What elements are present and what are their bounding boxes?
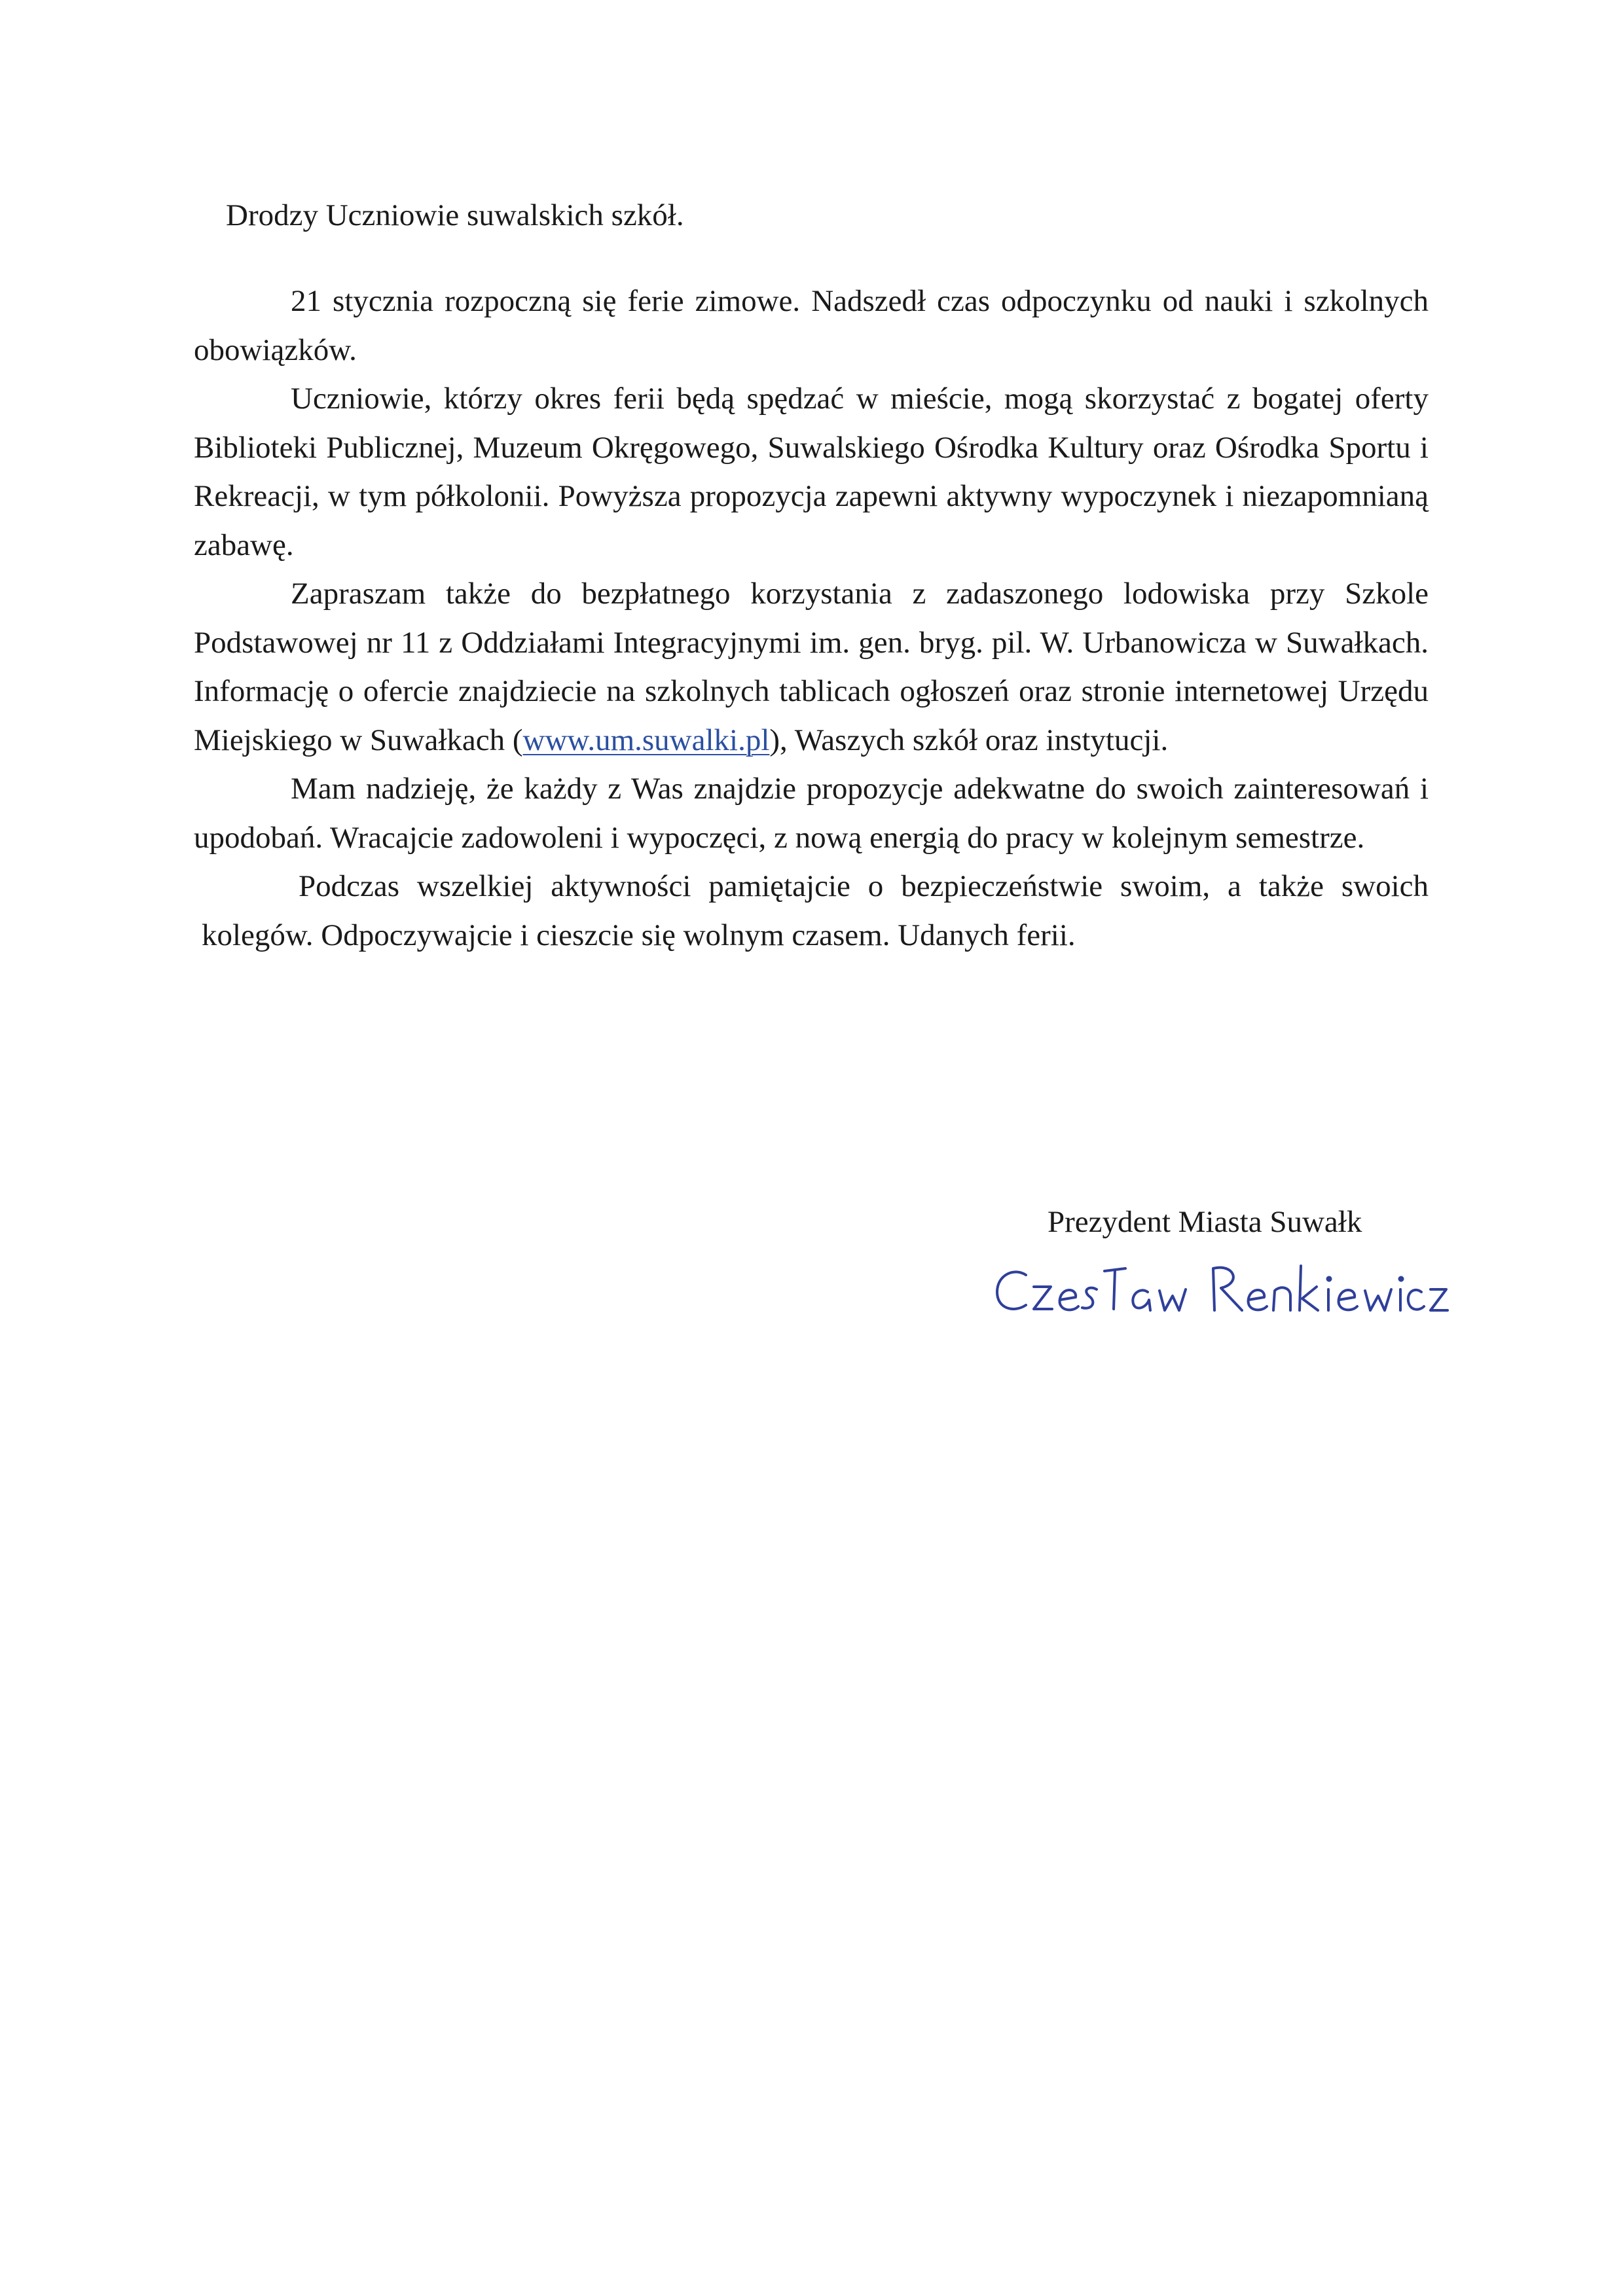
paragraph-city-offer: Uczniowie, którzy okres ferii będą spędzać w mieście, mogą skorzystać z bogatej oferty Biblioteki Publicznej, Muzeum Okręgowego, Suwalskiego Ośrodka Kultury oraz Ośrodka Sportu i Rekreacji, w tym półkolonii. Powyższa propozycja zapewni aktywny wypoczynek i niezapomnianą zabawę. (194, 382, 1429, 562)
letter-body (194, 277, 1429, 960)
handwritten-signature (985, 1249, 1457, 1334)
letter-greeting: Drodzy Uczniowie suwalskich szkół. (226, 198, 684, 232)
signature-title: Prezydent Miasta Suwałk (1048, 1205, 1362, 1239)
paragraph-safety: Podczas wszelkiej aktywności pamiętajcie o bezpieczeństwie swoim, a także swoich kolegów. Odpoczywajcie i cieszcie się wolnym czasem. Udanych ferii. (202, 869, 1429, 952)
paragraph-ice-rink (194, 569, 1429, 764)
paragraph-ice-rink-text: Zapraszam także do bezpłatnego korzystania z zadaszonego lodowiska przy Szkole Podstawowej nr 11 z Oddziałami Integracyjnymi im. gen. bryg. pil. W. Urbanowicza w Suwałkach. Informację o ofercie znajdziecie na szkolnych tablicach ogłoszeń oraz stronie internetowej Urzędu Miejskiego w Suwałkach ( (194, 577, 1429, 757)
paragraph-ice-rink-text-end: ), Waszych szkół oraz instytucji. (769, 723, 1169, 757)
paragraph-wishes: Mam nadzieję, że każdy z Was znajdzie propozycje adekwatne do swoich zainteresowań i upodobań. Wracajcie zadowoleni i wypoczęci, z nową energią do pracy w kolejnym semestrze. (194, 772, 1429, 855)
paragraph-ferie-start: 21 stycznia rozpoczną się ferie zimowe. Nadszedł czas odpoczynku od nauki i szkolnych obowiązków. (194, 284, 1429, 367)
city-website-link[interactable]: www.um.suwalki.pl (522, 723, 770, 757)
